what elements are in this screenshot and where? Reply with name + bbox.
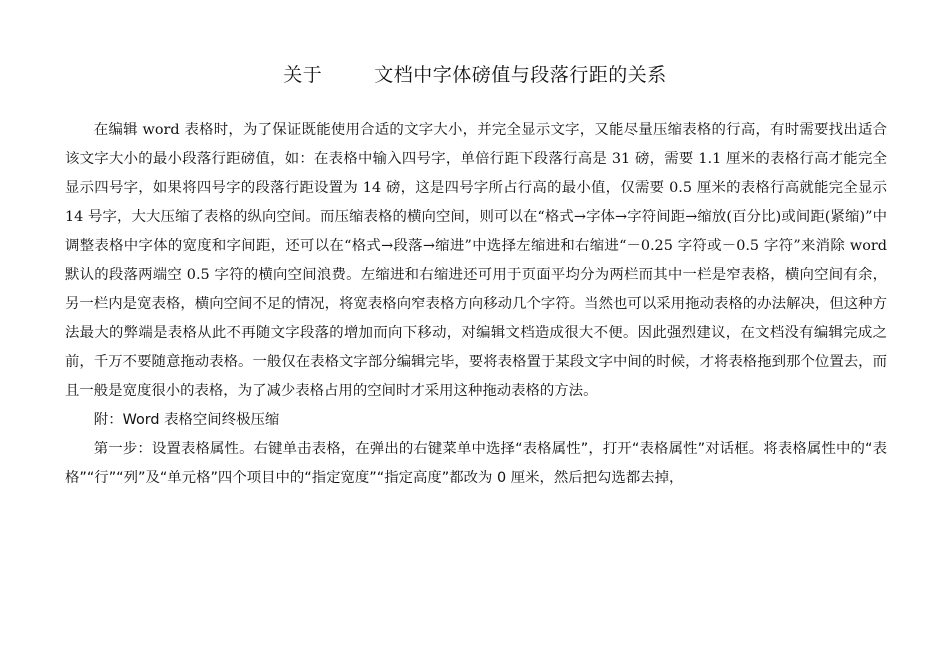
title-main: 文档中字体磅值与段落行距的关系 xyxy=(374,64,667,86)
document-title xyxy=(0,62,950,88)
paragraph-appendix-heading: 附：Word 表格空间终极压缩 xyxy=(93,412,280,428)
document-body xyxy=(65,116,887,493)
title-prefix: 关于 xyxy=(283,64,323,86)
paragraph-intro: 在编辑 word 表格时，为了保证既能使用合适的文字大小，并完全显示文字，又能尽量压缩表格的行高，有时需要找出适合该文字大小的最小段落行距磅值，如：在表格中输入四号字，单倍行距下段落行高是 31 磅，需要 1.1 厘米的表格行高才能完全显示四号字，如果将四号字的段落行距设置为 14 磅，这是四号字所占行高的最小值，仅需要 0.5 厘米的表格行高就能完全显示 14 号字，大大压缩了表格的纵向空间。而压缩表格的横向空间，则可以在“格式→字体→字符间距→缩放(百分比)或间距(紧缩)”中调整表格中字体的宽度和字间距，还可以在“格式→段落→缩进”中选择左缩进和右缩进“－0.25 字符或－0.5 字符”来消除 word 默认的段落两端空 0.5 字符的横向空间浪费。左缩进和右缩进还可用于页面平均分为两栏而其中一栏是窄表格，横向空间有余，另一栏内是宽表格，横向空间不足的情况，将宽表格向窄表格方向移动几个字符。当然也可以采用拖动表格的办法解决，但这种方法最大的弊端是表格从此不再随文字段落的增加而向下移动，对编辑文档造成很大不便。因此强烈建议，在文档没有编辑完成之前，千万不要随意拖动表格。一般仅在表格文字部分编辑完毕，要将表格置于某段文字中间的时候，才将表格拖到那个位置去，而且一般是宽度很小的表格，为了减少表格占用的空间时才采用这种拖动表格的方法。 xyxy=(65,122,887,399)
paragraph-step-one: 第一步：设置表格属性。右键单击表格，在弹出的右键菜单中选择“表格属性”，打开“表格属性”对话框。将表格属性中的“表格”“行”“列”及“单元格”四个项目中的“指定宽度”“指定高度”都改为 0 厘米，然后把勾选都去掉， xyxy=(65,441,887,486)
